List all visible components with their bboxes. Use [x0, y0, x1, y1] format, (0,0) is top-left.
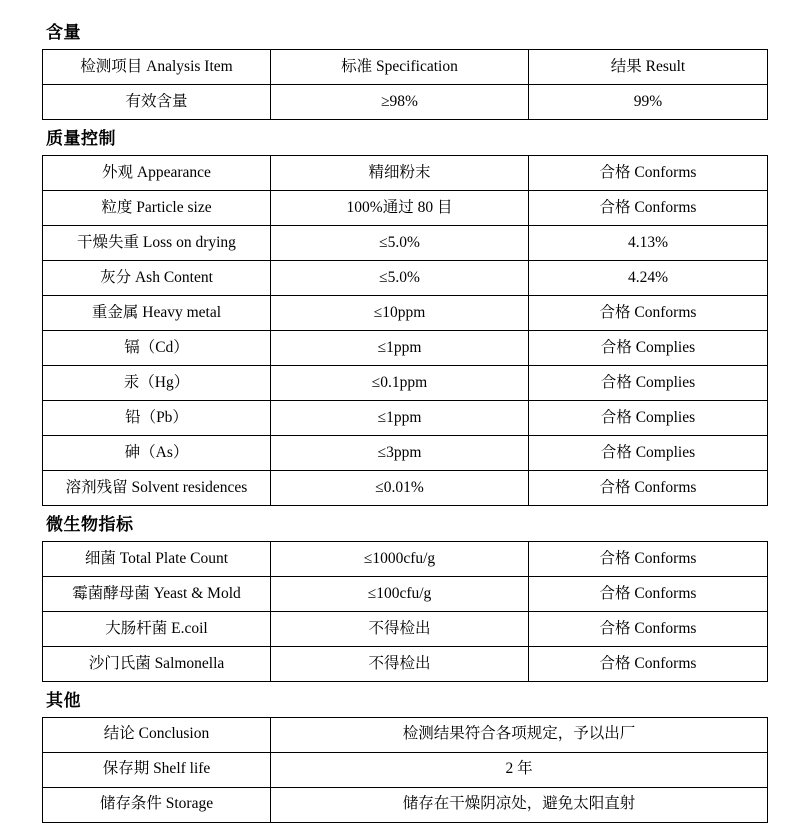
table-row [43, 400, 768, 435]
table-cell-result-value: 合格 Complies [529, 330, 768, 365]
table-row [43, 155, 768, 190]
table-cell-spec: ≤3ppm [271, 435, 529, 470]
content-table [42, 49, 768, 120]
other-section [42, 690, 770, 823]
table-row [43, 752, 768, 787]
table-cell-result-value: 4.13% [529, 225, 768, 260]
table-cell-item: 重金属 Heavy metal [43, 295, 271, 330]
table-cell-spec: ≤5.0% [271, 225, 529, 260]
table-cell-analysis-item: 检测项目 Analysis Item [43, 49, 271, 84]
table-cell-result-value: 合格 Conforms [529, 611, 768, 646]
table-row [43, 611, 768, 646]
table-cell-result-value: 合格 Conforms [529, 646, 768, 681]
table-row [43, 717, 768, 752]
table-cell-result-value: 99% [529, 84, 768, 119]
table-cell-item: 砷（As） [43, 435, 271, 470]
table-row [43, 787, 768, 822]
table-row [43, 365, 768, 400]
table-row [43, 576, 768, 611]
table-cell-spec: ≤10ppm [271, 295, 529, 330]
table-cell-spec: 100%通过 80 目 [271, 190, 529, 225]
table-cell-item: 干燥失重 Loss on drying [43, 225, 271, 260]
table-cell-result-value: 合格 Complies [529, 435, 768, 470]
table-cell-item: 外观 Appearance [43, 155, 271, 190]
table-cell-item: 灰分 Ash Content [43, 260, 271, 295]
table-cell-spec: ≥98% [271, 84, 529, 119]
table-cell-item: 储存条件 Storage [43, 787, 271, 822]
table-row [43, 541, 768, 576]
table-cell-result-value: 4.24% [529, 260, 768, 295]
content-section [42, 22, 770, 120]
table-cell-result-value: 合格 Conforms [529, 155, 768, 190]
table-row [43, 295, 768, 330]
table-cell-item: 粒度 Particle size [43, 190, 271, 225]
table-cell-item: 霉菌酵母菌 Yeast & Mold [43, 576, 271, 611]
table-cell-spec: ≤1ppm [271, 400, 529, 435]
table-cell-item: 镉（Cd） [43, 330, 271, 365]
quality-control-section [42, 128, 770, 506]
table-cell-specification: 标准 Specification [271, 49, 529, 84]
table-cell-item: 细菌 Total Plate Count [43, 541, 271, 576]
table-cell-value: 2 年 [271, 752, 768, 787]
table-cell-result-value: 合格 Conforms [529, 541, 768, 576]
table-cell-result-value: 合格 Complies [529, 400, 768, 435]
table-cell-spec: ≤0.1ppm [271, 365, 529, 400]
table-cell-result-value: 合格 Conforms [529, 295, 768, 330]
section-title-quality-control: 质量控制 [46, 128, 116, 148]
table-row [43, 470, 768, 505]
table-row [43, 49, 768, 84]
table-row [43, 435, 768, 470]
table-cell-item: 有效含量 [43, 84, 271, 119]
table-cell-result: 结果 Result [529, 49, 768, 84]
table-cell-spec: 精细粉末 [271, 155, 529, 190]
microbiology-table [42, 541, 768, 682]
table-row [43, 225, 768, 260]
table-cell-spec: 不得检出 [271, 611, 529, 646]
table-cell-spec: ≤1000cfu/g [271, 541, 529, 576]
table-row [43, 84, 768, 119]
table-cell-spec: ≤100cfu/g [271, 576, 529, 611]
section-title-microbiology: 微生物指标 [46, 514, 134, 534]
quality-control-table [42, 155, 768, 506]
table-cell-spec: ≤0.01% [271, 470, 529, 505]
table-cell-item: 沙门氏菌 Salmonella [43, 646, 271, 681]
table-row [43, 330, 768, 365]
table-cell-value: 检测结果符合各项规定，予以出厂 [271, 717, 768, 752]
table-cell-item: 保存期 Shelf life [43, 752, 271, 787]
table-cell-result-value: 合格 Conforms [529, 576, 768, 611]
table-cell-item: 大肠杆菌 E.coil [43, 611, 271, 646]
table-row [43, 260, 768, 295]
table-cell-spec: ≤1ppm [271, 330, 529, 365]
table-row [43, 646, 768, 681]
table-cell-item: 铅（Pb） [43, 400, 271, 435]
table-cell-item: 汞（Hg） [43, 365, 271, 400]
table-cell-result-value: 合格 Conforms [529, 470, 768, 505]
table-cell-result-value: 合格 Conforms [529, 190, 768, 225]
table-cell-spec: 不得检出 [271, 646, 529, 681]
table-cell-item: 溶剂残留 Solvent residences [43, 470, 271, 505]
table-cell-item: 结论 Conclusion [43, 717, 271, 752]
section-title-content: 含量 [46, 23, 81, 42]
table-row [43, 190, 768, 225]
table-cell-spec: ≤5.0% [271, 260, 529, 295]
microbiology-section [42, 514, 770, 682]
section-title-other: 其他 [46, 690, 81, 710]
table-cell-result-value: 合格 Complies [529, 365, 768, 400]
table-cell-value: 储存在干燥阴凉处，避免太阳直射 [271, 787, 768, 822]
